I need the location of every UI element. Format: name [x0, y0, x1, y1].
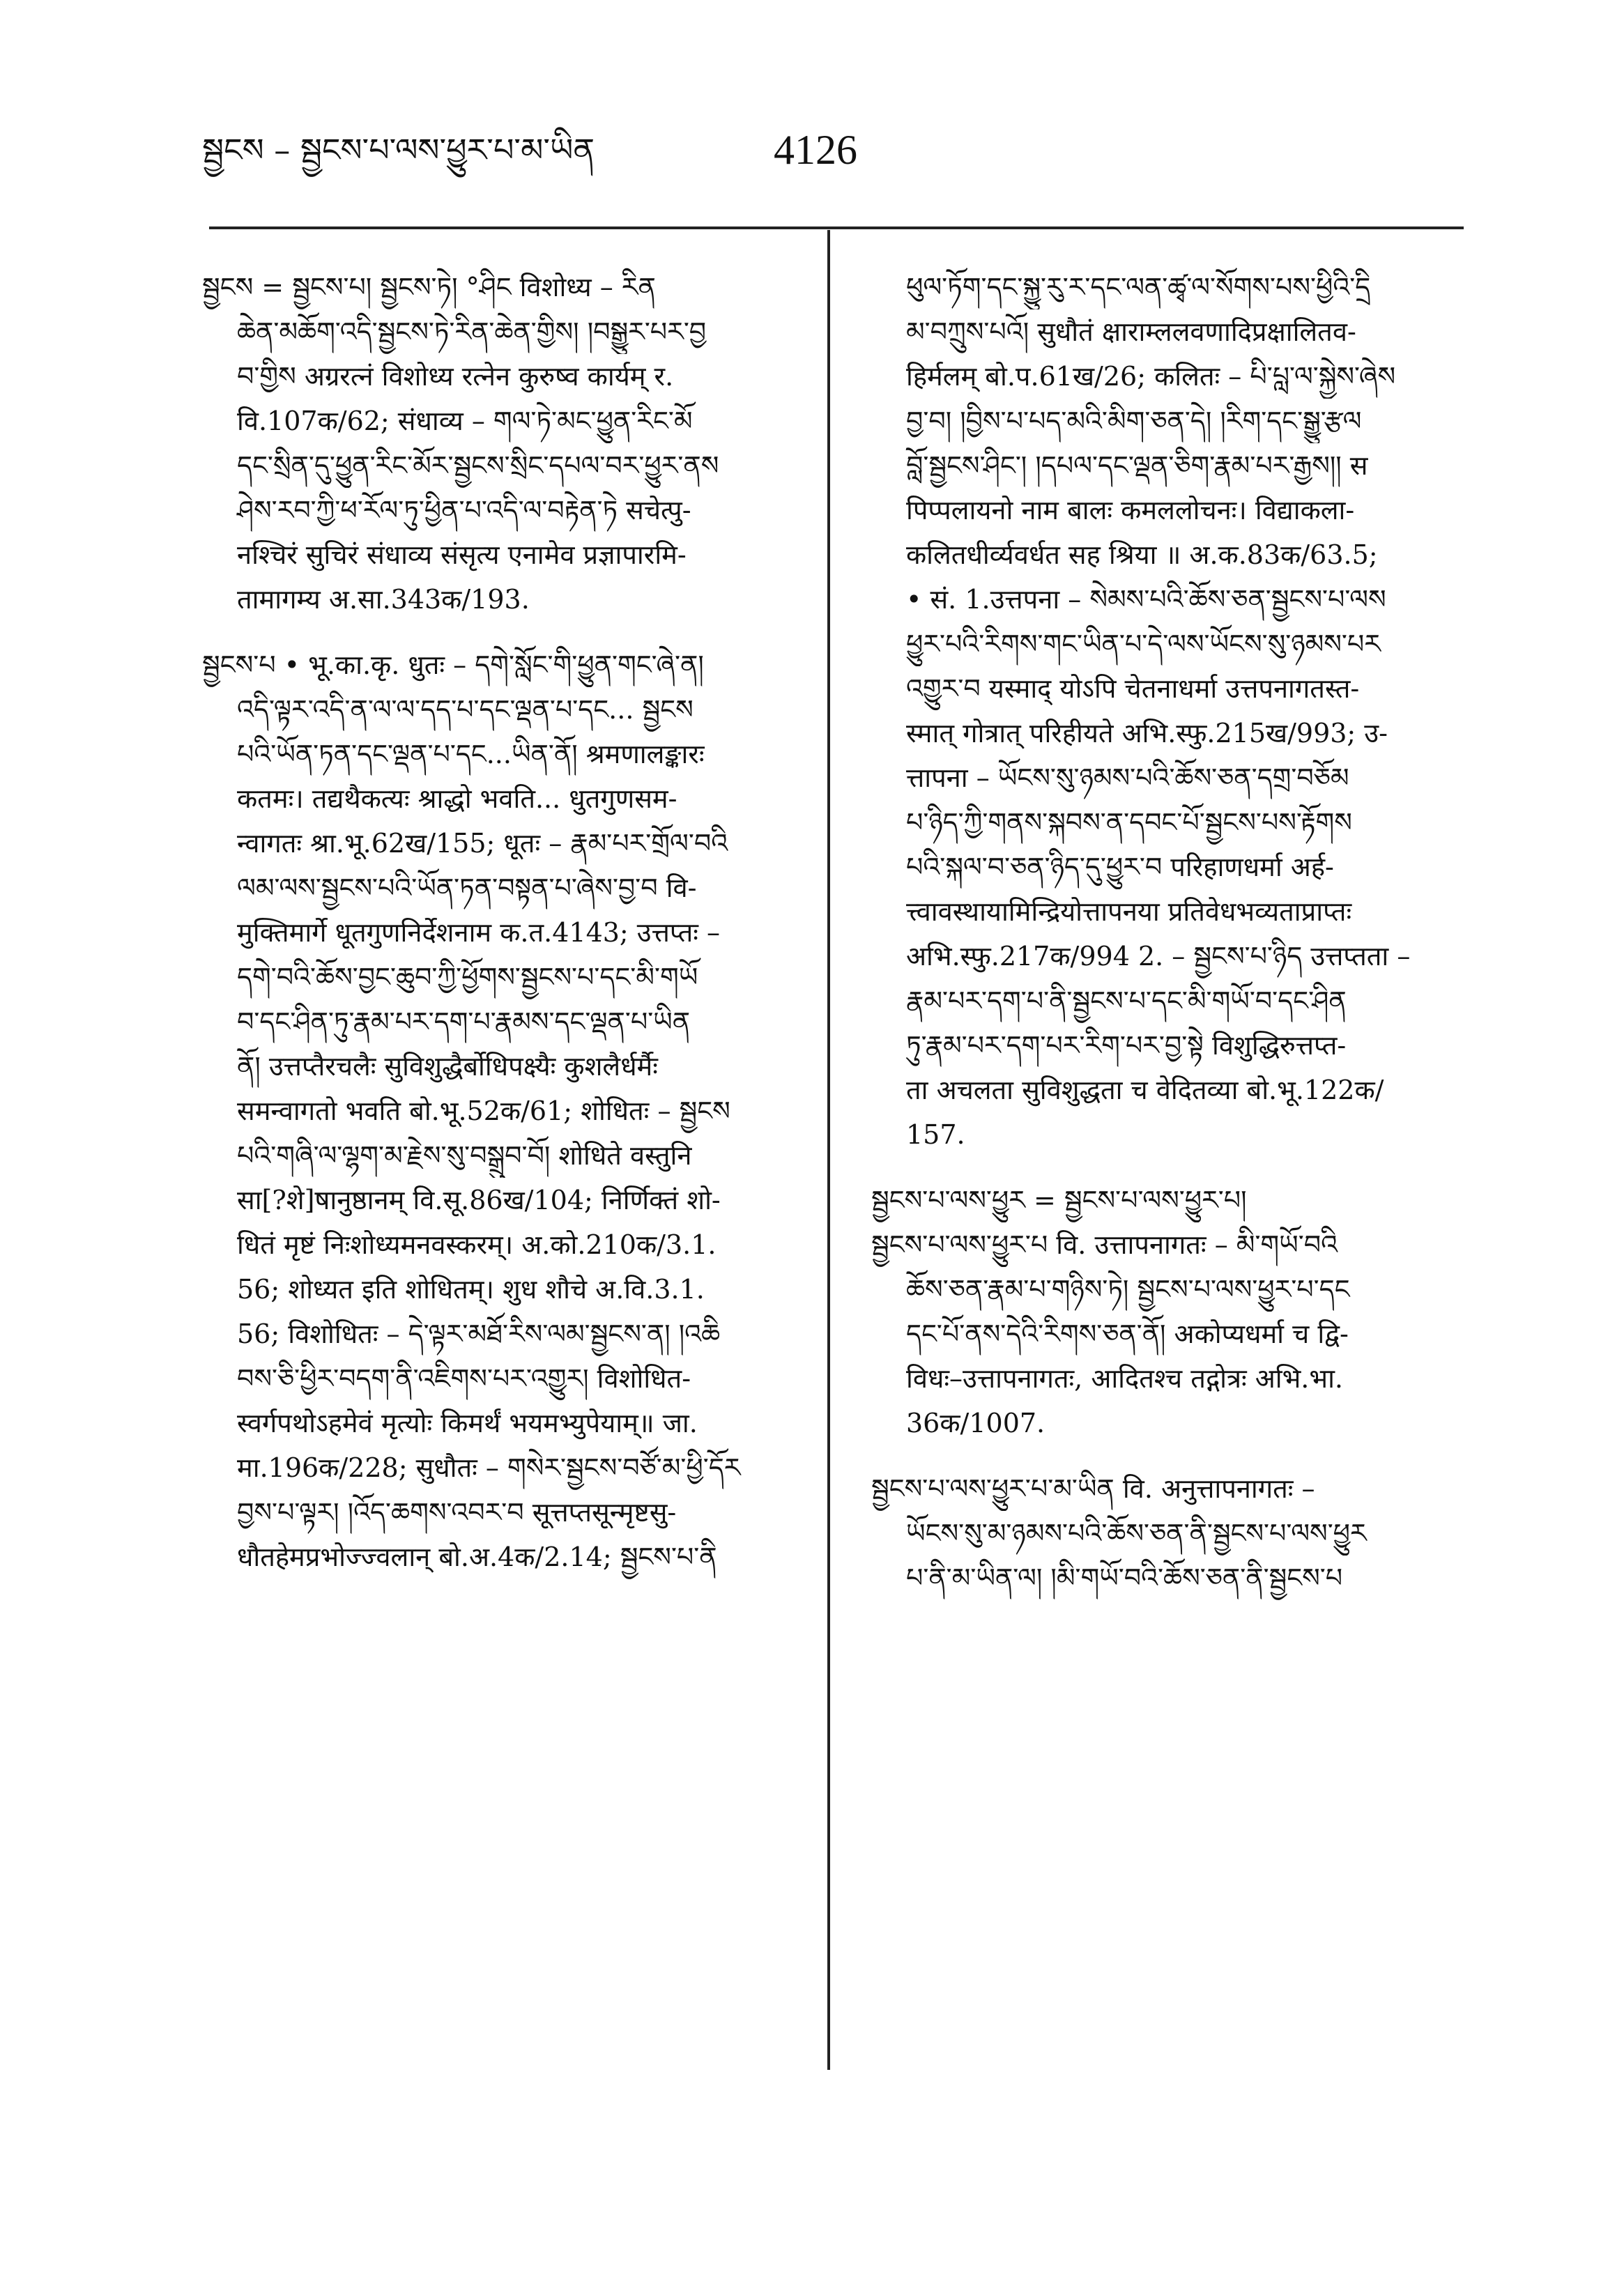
entry-line: པ་ཉིད་ཀྱི་གནས་སྐབས་ན་དབང་པོ་སྦྱངས་པས་རྟོགས — [906, 807, 1352, 838]
entry-line: नश्चिरं सुचिरं संधाव्य संसृत्य एनामेव प्रज्ञापारमि- — [237, 539, 687, 570]
entry-line: हिर्मलम् बो.प.61ख/26; कलितः – པི་པླ་ལ་སྐྱེས་ཞེས — [906, 361, 1396, 392]
header-rule — [209, 227, 1464, 229]
left-column — [202, 265, 795, 1600]
entry-line: सा[?शे]षानुष्ठानम् वि.सू.86ख/104; निर्णिक्तं शो- — [237, 1185, 721, 1215]
entry-line: ནོ། उत्तप्तैरचलैः सुविशुद्धैर्बोधिपक्ष्यैः कुशलैर्धर्मैः — [237, 1051, 658, 1082]
entry-line: པའི་སྐལ་བ་ཅན་ཉིད་དུ་ཕྱུར་བ परिहाणधर्मा अर्ह- — [906, 852, 1334, 882]
entry-line: तामागम्य अ.सा.343क/193. — [237, 584, 530, 615]
entry-line: རྣམ་པར་དག་པ་ནི་སྦྱངས་པ་དང་མི་གཡོ་བ་དང་ཤིན — [906, 985, 1347, 1016]
entry-line: སྦྱངས་པ • भू.का.कृ. धुतः – དགེ་སློང་གི་ཕྱུན་གང་ཞེ་ན། — [202, 650, 704, 680]
entry-line: ཡོངས་སུ་མ་ཉམས་པའི་ཆོས་ཅན་ནི་སྦྱངས་པ་ལས་ཕྱུར — [906, 1518, 1367, 1549]
entry-line: སྦྱངས = སྦྱངས་པ། སྦྱངས་ཏེ། °ཤིང विशोध्य – རིན — [202, 272, 656, 302]
right-column — [871, 265, 1474, 1621]
dictionary-entry — [871, 1178, 1474, 1445]
entry-line: त्त्वावस्थायामिन्द्रियोत्तापनया प्रतिवेधभव्यताप्राप्तः — [906, 896, 1352, 927]
running-head: སྦྱངས – སྦྱངས་པ་ལས་ཕྱུར་པ་མ་ཡིན — [202, 131, 595, 169]
entry-line: स्वर्गपथोऽहमेवं मृत्योः किमर्थं भयमभ्युपेयाम्॥ जा. — [237, 1408, 698, 1438]
entry-line: समन्वागतो भवति बो.भू.52क/61; शोधितः – སྦྱངས — [237, 1096, 730, 1126]
entry-line: བ་དང་ཤིན་ཏུ་རྣམ་པར་དག་པ་རྣམས་དང་ལྡན་པ་ཡིན — [237, 1006, 691, 1037]
page-header — [0, 0, 1624, 209]
entry-line: 56; शोध्यत इति शोधितम्। शुध शौचे अ.वि.3.1. — [237, 1274, 705, 1305]
entry-line: पिप्पलायनो नाम बालः कमललोचनः। विद्याकला- — [906, 495, 1355, 525]
entry-line: ལམ་ལས་སྦྱངས་པའི་ཡོན་ཏན་བསྟན་པ་ཞེས་བྱ་བ वि- — [237, 873, 697, 903]
entry-line: པ་ནི་མ་ཡིན་ལ། །མི་གཡོ་བའི་ཆོས་ཅན་ནི་སྦྱངས་པ — [906, 1563, 1343, 1593]
entry-line: ཕུལ་ཏོག་དང་སྐྱུ་རུ་ར་དང་ལན་ཚྭ་ལ་སོགས་པས་ཕྱིའི་དྲི — [906, 272, 1371, 302]
entry-line: मुक्तिमार्गे धूतगुणनिर्देशनाम क.त.4143; उत्तप्तः – — [237, 917, 721, 948]
entry-line: སྦྱངས་པ་ལས་ཕྱུར་པ་མ་ཡིན वि. अनुत्तापनागतः – — [871, 1473, 1315, 1504]
entry-line: བས་ཅི་ཕྱིར་བདག་ནི་འཇིགས་པར་འགྱུར། विशोधित- — [237, 1363, 691, 1394]
entry-line: སྦྱངས་པ་ལས་ཕྱུར = སྦྱངས་པ་ལས་ཕྱུར་པ། — [871, 1185, 1247, 1215]
entry-line: विधः–उत्तापनागतः, आदितश्च तद्गोत्रः अभि.भा. — [906, 1363, 1344, 1394]
entry-line: བྱ་བ། །བྱིས་པ་པད་མའི་མིག་ཅན་དེ། །རིག་དང་སྒྱུ་རྩལ — [906, 406, 1362, 436]
entry-line: ཕྱུར་པའི་རིགས་གང་ཡིན་པ་དེ་ལས་ཡོངས་སུ་ཉམས་པར — [906, 629, 1381, 659]
dictionary-entry — [202, 643, 795, 1579]
dictionary-entry — [871, 1466, 1474, 1600]
entry-line: त्तापना – ཡོངས་སུ་ཉམས་པའི་ཆོས་ཅན་དགྲ་བཅོམ — [906, 762, 1349, 793]
entry-line: 36क/1007. — [906, 1408, 1045, 1438]
entry-line: བྱས་པ་ལྟར། །འོད་ཆགས་འབར་བ सूत्तप्तसून्मृष्टसु- — [237, 1497, 677, 1528]
entry-line: དང་པོ་ནས་དེའི་རིགས་ཅན་ནོ། अकोप्यधर्मा च द्वि- — [906, 1319, 1349, 1349]
dictionary-entry — [871, 265, 1474, 1157]
entry-line: स्मात् गोत्रात् परिहीयते अभि.स्फु.215ख/993; उ- — [906, 718, 1388, 748]
entry-line: • सं. 1.उत्तपना – སེམས་པའི་ཆོས་ཅན་སྦྱངས་པ་ལས — [906, 584, 1386, 615]
entry-line: བློ་སྦྱངས་ཤིང་། །དཔལ་དང་ལྡན་ཅིག་རྣམ་པར་རྒྱས།། स — [906, 450, 1368, 481]
entry-line: ཆེན་མཆོག་འདི་སྦྱངས་ཏེ་རིན་ཆེན་གྱིས། །བསྒྱུར་པར་བྱ — [237, 316, 707, 347]
page-number: 4126 — [774, 127, 857, 173]
entry-line: འགྱུར་བ यस्माद् योऽपि चेतनाधर्मा उत्तपनागतस्त- — [906, 673, 1360, 704]
entry-line: 56; विशोधितः – དེ་ལྟར་མཐོ་རིས་ལམ་སྦྱངས་ན། །འཆི — [237, 1319, 721, 1349]
entry-line: པའི་གཞི་ལ་ལྷག་མ་རྗེས་སུ་བསྒྲུབ་བོ། शोधिते वस्तुनि — [237, 1140, 692, 1171]
entry-line: धौतहेमप्रभोज्ज्वलान् बो.अ.4क/2.14; སྦྱངས་པ་ནི — [237, 1542, 717, 1572]
entry-line: ཏུ་རྣམ་པར་དག་པར་རིག་པར་བྱ་སྟེ विशुद्धिरुत्तप्त- — [906, 1030, 1347, 1061]
column-divider — [827, 230, 830, 2070]
entry-line: न्वागतः श्रा.भू.62ख/155; धूतः – རྣམ་པར་གྲོལ་བའི — [237, 828, 728, 859]
entry-line: འདི་ལྟར་འདི་ན་ལ་ལ་དད་པ་དང་ལྡན་པ་དང... སྦྱངས — [237, 694, 694, 725]
entry-line: 157. — [906, 1119, 965, 1150]
entry-line: པའི་ཡོན་ཏན་དང་ལྡན་པ་དང...ཡིན་ནོ། श्रमणालङ्कारः — [237, 739, 705, 769]
entry-line: कतमः। तद्यथैकत्यः श्राद्धो भवति... धुतगुणसम- — [237, 783, 677, 814]
entry-line: धितं मृष्टं निःशोध्यमनवस्करम्। अ.को.210क/3.1. — [237, 1229, 717, 1260]
dictionary-entry — [202, 265, 795, 622]
entry-line: कलितधीर्व्यवर्धत सह श्रिया ॥ अ.क.83क/63.5; — [906, 539, 1378, 570]
entry-line: ཤེས་རབ་ཀྱི་ཕ་རོལ་ཏུ་ཕྱིན་པ་འདི་ལ་བརྟེན་ཏེ सचेत्पु- — [237, 495, 691, 525]
entry-line: སྦྱངས་པ་ལས་ཕྱུར་པ वि. उत्तापनागतः – མི་གཡོ་བའི — [871, 1229, 1338, 1260]
entry-line: དང་སྲིན་དུ་ཕྱུན་རིང་མོར་སྦྱངས་སྲིང་དཔལ་བར་ཕྱུར་ནས — [237, 450, 719, 481]
entry-line: དགེ་བའི་ཆོས་བྱང་ཆུབ་ཀྱི་ཕྱོགས་སྦྱངས་པ་དང་མི་གཡོ — [237, 962, 698, 992]
entry-line: अभि.स्फु.217क/994 2. – སྦྱངས་པ་ཉིད उत्तप्तता – — [906, 941, 1411, 972]
entry-line: བ་གྱིས अग्ररत्नं विशोध्य रत्नेन कुरुष्व कार्यम् र. — [237, 361, 674, 392]
entry-line: མ་བཀྲུས་པའོ། सुधौतं क्षाराम्ललवणादिप्रक्षालितव- — [906, 316, 1356, 347]
entry-line: ता अचलता सुविशुद्धता च वेदितव्या बो.भू.122क/ — [906, 1075, 1384, 1105]
entry-line: मा.196क/228; सुधौतः – གསེར་སྦྱངས་བཙོ་མ་ཕྱི་དོར — [237, 1452, 741, 1483]
entry-line: ཆོས་ཅན་རྣམ་པ་གཉིས་ཏེ། སྦྱངས་པ་ལས་ཕྱུར་པ་དང — [906, 1274, 1350, 1305]
entry-line: वि.107क/62; संधाव्य – གལ་ཏེ་མང་ཕྱུན་རིང་མོ — [237, 406, 693, 436]
